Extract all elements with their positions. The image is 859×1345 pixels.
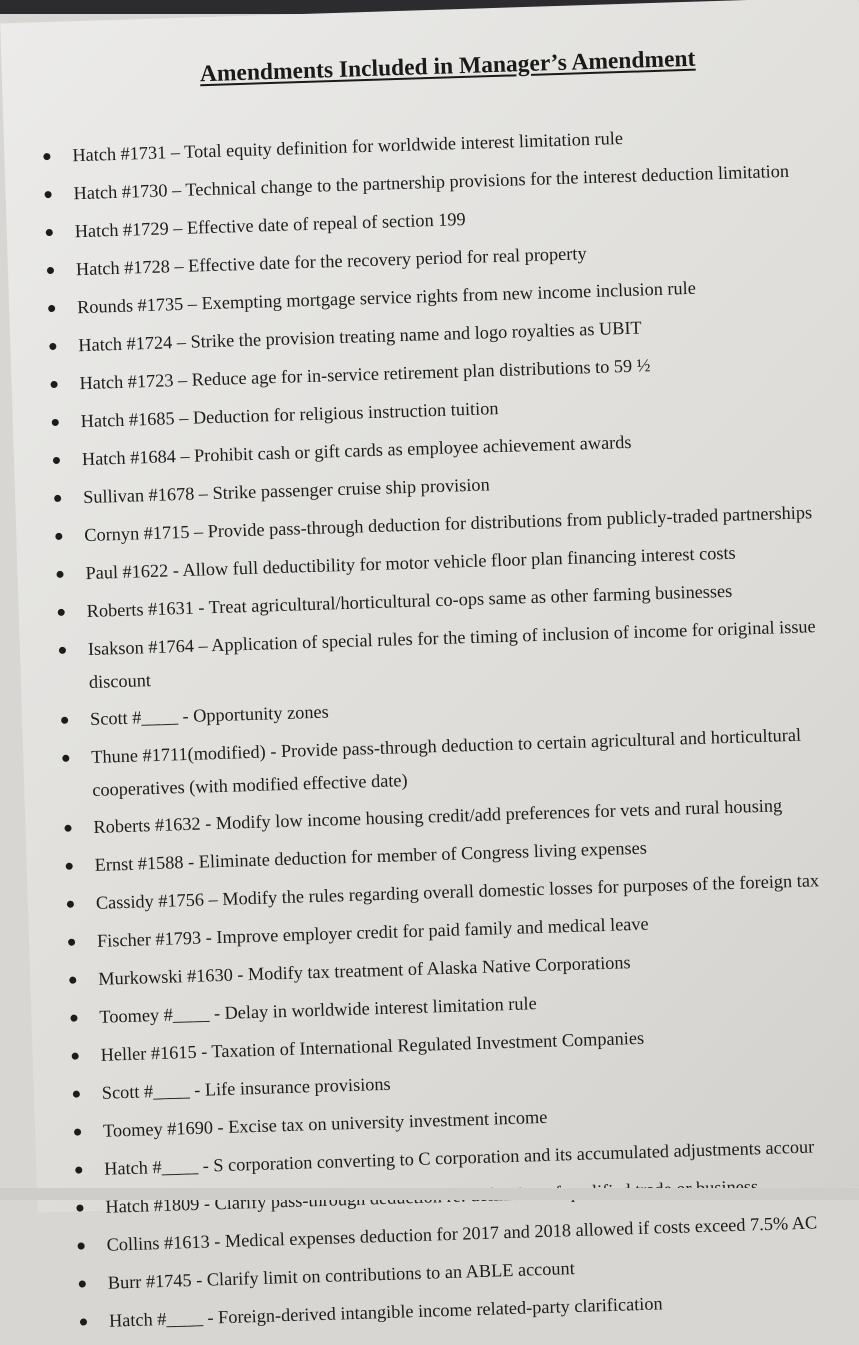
bullet-icon (59, 647, 66, 654)
bullet-icon (72, 1053, 79, 1060)
list-item-text: Toomey #1690 - Excise tax on university investment income (102, 1106, 548, 1141)
amendment-list (4, 114, 859, 1344)
list-item-text: Thune #1711(modified) - Provide pass-through deduction to certain agricultural and horticultural cooperatives (with modified effective date) (90, 724, 802, 800)
bullet-icon (64, 825, 71, 832)
bullet-icon (47, 267, 54, 274)
bullet-icon (69, 977, 76, 984)
list-item-text: Roberts #1631 - Treat agricultural/horticultural co-ops same as other farming businesses (86, 580, 733, 622)
list-item-text: Paul #1622 - Allow full deductibility for motor vehicle floor plan financing interest costs (85, 542, 736, 584)
bullet-icon (66, 863, 73, 870)
list-item-text: Hatch #1685 – Deduction for religious instruction tuition (80, 398, 499, 432)
bullet-icon (80, 1318, 87, 1325)
bullet-icon (45, 191, 52, 198)
list-item-text: Ernst #1588 - Eliminate deduction for member of Congress living expenses (94, 837, 648, 875)
list-item-text: Roberts #1632 - Modify low income housing credit/add preferences for vets and rural housing (93, 795, 783, 837)
bullet-icon (62, 755, 69, 762)
bullet-icon (48, 305, 55, 312)
list-item-text: Isakson #1764 – Application of special rules for the timing of inclusion of income for original issue discount (87, 616, 816, 693)
bullet-icon (67, 901, 74, 908)
bullet-icon (75, 1166, 82, 1173)
bullet-icon (54, 495, 61, 502)
list-item-text: Scott #____ - Opportunity zones (89, 701, 329, 730)
list-item-text: Hatch #1730 – Technical change to the partnership provisions for the interest deduction limitation (73, 160, 790, 204)
list-item-text: Collins #1613 - Medical expenses deduction for 2017 and 2018 allowed if costs exceed 7.5% AC (106, 1212, 818, 1255)
list-item-text: Hatch #1728 – Effective date for the recovery period for real property (75, 243, 587, 280)
bullet-icon (52, 419, 59, 426)
list-item-text: Heller #1615 - Taxation of International Regulated Investment Companies (100, 1027, 645, 1065)
list-item-text: Burr #1745 - Clarify limit on contributions to an ABLE account (107, 1258, 576, 1293)
list-item-text: Hatch #1731 – Total equity definition for worldwide interest limitation rule (72, 127, 624, 166)
list-item-text: Murkowski #1630 - Modify tax treatment of Alaska Native Corporations (97, 952, 631, 989)
list-item-text: Hatch #____ - S corporation converting to C corporation and its accumulated adjustments accour (103, 1136, 815, 1179)
list-item-text: Hatch #1729 – Effective date of repeal of section 199 (74, 208, 466, 242)
bullet-icon (61, 717, 68, 724)
list-item-text: Sullivan #1678 – Strike passenger cruise ship provision (82, 474, 490, 508)
bullet-icon (79, 1280, 86, 1287)
bullet-icon (53, 457, 60, 464)
bullet-icon (43, 153, 50, 160)
list-item-text: Rounds #1735 – Exempting mortgage service rights from new income inclusion rule (76, 277, 697, 318)
document-title: Amendments Included in Manager’s Amendment (199, 45, 696, 88)
bullet-icon (76, 1204, 83, 1211)
list-item-text: Hatch #1684 – Prohibit cash or gift cards as employee achievement awards (81, 431, 632, 470)
list-item-text: Hatch #____ - Foreign-derived intangible income related-party clarification (108, 1293, 663, 1331)
bullet-icon (46, 229, 53, 236)
photo-bottom-edge (0, 1188, 859, 1200)
list-item-text: Cornyn #1715 – Provide pass-through deduction for distributions from publicly-traded partnerships (84, 502, 813, 546)
bullet-icon (58, 609, 65, 616)
list-item-text: Hatch #1723 – Reduce age for in-service retirement plan distributions to 59 ½ (79, 355, 651, 394)
list-item-text: Hatch #1724 – Strike the provision treating name and logo royalties as UBIT (78, 317, 642, 356)
bullet-icon (49, 343, 56, 350)
list-item-text: Fischer #1793 - Improve employer credit for paid family and medical leave (96, 913, 649, 951)
bullet-icon (50, 381, 57, 388)
bullet-icon (74, 1128, 81, 1135)
bullet-icon (55, 533, 62, 540)
bullet-icon (68, 939, 75, 946)
bullet-icon (73, 1091, 80, 1098)
bullet-icon (56, 571, 63, 578)
list-item-text: Scott #____ - Life insurance provisions (101, 1073, 391, 1103)
bullet-icon (70, 1015, 77, 1022)
list-item-text: Cassidy #1756 – Modify the rules regarding overall domestic losses for purposes of the foreign tax (95, 870, 820, 913)
bullet-icon (78, 1242, 85, 1249)
list-item-text: Toomey #____ - Delay in worldwide interest limitation rule (99, 993, 537, 1027)
